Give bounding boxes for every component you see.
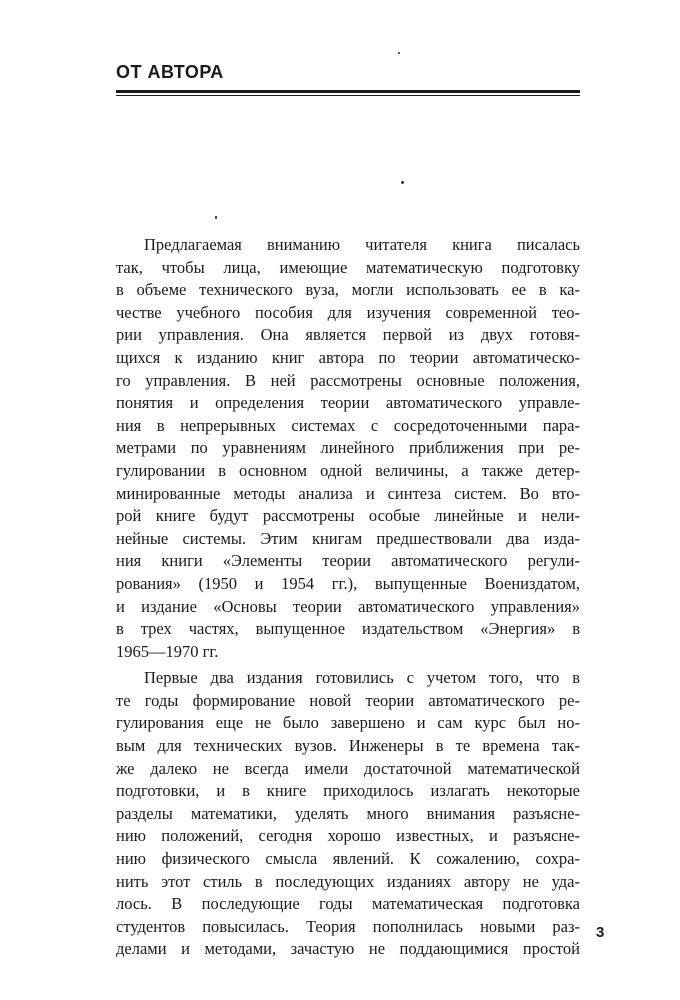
section-title: ОТ АВТОРА: [116, 62, 224, 82]
text-line: рования» (1950 и 1954 гг.), выпущенные Воениздатом,: [116, 573, 580, 593]
text-line: в трех частях, выпущенное издательством «Энергия» в: [116, 619, 580, 639]
text-line: нию физического смысла явлений. К сожалению, сохра-: [116, 849, 580, 869]
text-line: делами и методами, зачастую не поддающимися простой: [116, 939, 580, 959]
text-line: рой книге будут рассмотрены особые линейные и нели-: [116, 506, 580, 526]
text-line: гулировании в основном одной величины, а также детер-: [116, 460, 580, 480]
text-line: рии управления. Она является первой из двух готовя-: [116, 325, 580, 345]
text-line: нейные системы. Этим книгам предшествовали два изда-: [116, 528, 580, 548]
text-line: го управления. В ней рассмотрены основные положения,: [116, 370, 580, 390]
print-speck: [401, 181, 404, 184]
print-speck: [398, 52, 400, 54]
text-line: щихся к изданию книг автора по теории автоматическо-: [116, 347, 580, 367]
text-line: и издание «Основы теории автоматического управления»: [116, 596, 580, 616]
text-line: честве учебного пособия для изучения современной тео-: [116, 302, 580, 322]
text-line: метрами по уравнениям линейного приближения при ре-: [116, 438, 580, 458]
text-line: Первые два издания готовились с учетом того, что в: [144, 668, 580, 688]
print-speck: [215, 216, 217, 219]
text-line: ния книги «Элементы теории автоматического регули-: [116, 551, 580, 571]
text-line: Предлагаемая вниманию читателя книга писалась: [144, 235, 580, 254]
text-line: разделы математики, уделять много внимания разъяснe-: [116, 803, 580, 823]
body-text: [116, 234, 580, 961]
text-line: гулирования еще не было завершено и сам курс был но-: [116, 713, 580, 733]
text-line: подготовки, и в книге приходилось излагать некоторые: [116, 781, 580, 801]
paragraph-1: [116, 234, 580, 663]
text-line: студентов повысилась. Теория пополнилась новыми раз-: [116, 916, 580, 936]
paragraph-2: [116, 667, 580, 961]
title-rule-thick: [116, 90, 580, 93]
text-line: 1965—1970 гг.: [116, 641, 219, 661]
text-line: в объеме технического вуза, могли использовать ее в ка-: [116, 280, 580, 300]
text-line: понятия и определения теории автоматического управле-: [116, 393, 580, 413]
page-number: 3: [596, 924, 605, 941]
text-line: нить этот стиль в последующих изданиях автору не уда-: [116, 871, 580, 891]
text-line: ния в непрерывных системах с сосредоточенными пара-: [116, 415, 580, 435]
text-line: лось. В последующие годы математическая подготовка: [116, 894, 580, 914]
text-line: минированные методы анализа и синтеза систем. Во вто-: [116, 483, 580, 503]
text-line: же далеко не всегда имели достаточной математической: [116, 758, 580, 778]
text-line: нию положений, сегодня хорошо известных, и разъяснe-: [116, 826, 580, 846]
text-line: те годы формирование новой теории автоматического ре-: [116, 690, 580, 710]
text-line: вым для технических вузов. Инженеры в те времена так-: [116, 736, 580, 756]
text-line: так, чтобы лица, имеющие математическую подготовку: [116, 257, 580, 277]
title-rule-thin: [116, 95, 580, 96]
